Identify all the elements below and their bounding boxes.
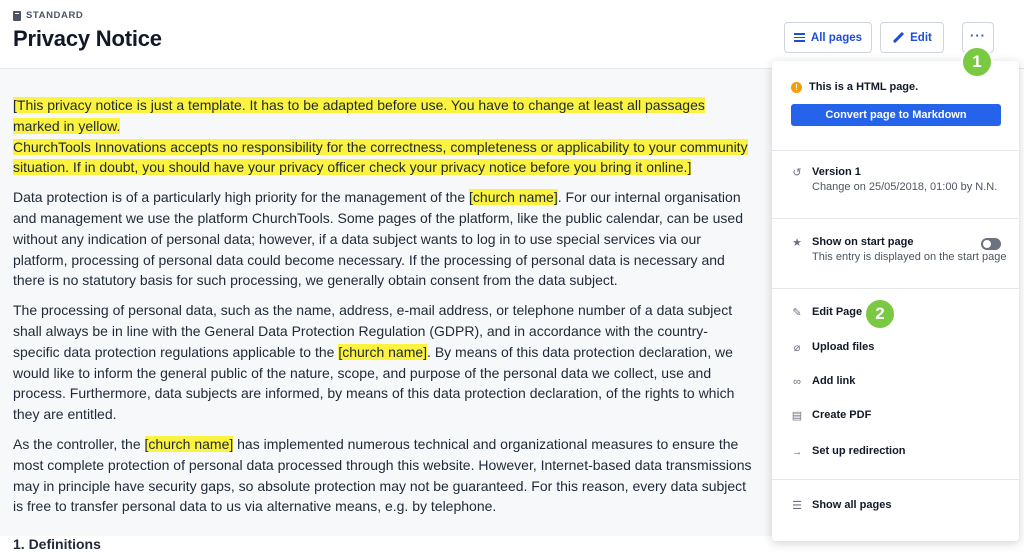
paragraph-3 — [13, 434, 753, 517]
show-on-start-page — [791, 236, 1006, 263]
church-name-placeholder: [church name] — [144, 435, 234, 452]
menu-divider — [772, 218, 1019, 219]
all-pages-label: All pages — [810, 31, 863, 44]
start-page-subtitle: This entry is displayed on the start page — [812, 251, 1007, 263]
category-label: STANDARD — [26, 10, 84, 21]
menu-item-set-up-redirection[interactable] — [791, 445, 906, 458]
pencil-icon: ✎ — [792, 307, 802, 319]
menu-item-label: Show all pages — [812, 499, 892, 511]
ellipsis-icon: ··· — [970, 28, 986, 43]
start-page-toggle[interactable] — [981, 238, 1001, 250]
notice-line-1: [This privacy notice is just a template. It has to be adapted before use. You have to change at least all passages marked in yellow. — [13, 97, 705, 134]
menu-item-add-link[interactable] — [791, 375, 855, 388]
page-options-menu — [772, 61, 1019, 541]
book-icon — [13, 11, 21, 21]
church-name-placeholder: [church name] — [469, 189, 558, 206]
link-icon: ∞ — [793, 376, 801, 388]
callout-badge-1: 1 — [961, 46, 993, 78]
menu-item-create-pdf[interactable] — [791, 409, 871, 422]
menu-item-upload-files[interactable] — [791, 341, 874, 354]
star-icon: ★ — [792, 237, 802, 249]
menu-item-label: Set up redirection — [812, 445, 906, 457]
p3-text-a: As the controller, the — [13, 435, 145, 452]
list-icon — [794, 33, 805, 42]
version-info — [791, 166, 997, 193]
definitions-heading: 1. Definitions — [13, 536, 101, 553]
pencil-icon — [892, 32, 904, 44]
html-notice-text: This is a HTML page. — [809, 81, 919, 93]
menu-item-label: Add link — [812, 375, 856, 387]
menu-item-show-all-pages[interactable] — [791, 499, 891, 512]
page-header — [0, 0, 1024, 68]
article-body — [13, 95, 753, 555]
paragraph-2 — [13, 300, 753, 425]
p2-text-a: The processing of personal data, such as the name, address, e-mail address, or telephone number of a data subject shall always be in line with the General Data Protection Regulation (GDPR), and in accordance with the country-specific data protection regulations applicable to the — [13, 302, 733, 360]
page-title: Privacy Notice — [13, 26, 162, 51]
version-subtitle: Change on 25/05/2018, 01:00 by N.N. — [812, 181, 998, 193]
page-content — [0, 69, 775, 553]
menu-divider — [772, 288, 1019, 289]
paragraph-1 — [13, 187, 753, 291]
p1-text-b: . For our internal organisation and management we use the platform ChurchTools. Some pages of the platform, like the public calendar, can be used without any indication of personal data; however, if a data subject wants to log in to use special services via our platform, processing of personal data could become necessary. If the processing of personal data is necessary and there is no statutory basis for such processing, we generally obtain consent from the data subject. — [13, 189, 743, 289]
p3-text-b: has implemented numerous technical and organizational measures to ensure the most complete protection of personal data processed through this website. However, Internet-based data transmissions may in principle have security gaps, so absolute protection may not be guaranteed. For this reason, every data subject is free to transfer personal data to us via alternative means, e.g. by telephone. — [13, 435, 752, 515]
list-icon: ☰ — [792, 500, 802, 512]
menu-item-label: Create PDF — [812, 409, 872, 421]
menu-divider — [772, 479, 1019, 480]
pdf-icon: ▤ — [791, 410, 803, 422]
menu-item-label: Upload files — [812, 341, 875, 353]
menu-divider — [772, 150, 1019, 151]
version-title: Version 1 — [812, 166, 861, 178]
p1-text-a: Data protection is of a particularly high priority for the management of the — [13, 189, 470, 206]
paperclip-icon: ⌀ — [793, 342, 801, 354]
all-pages-button[interactable] — [784, 22, 872, 53]
edit-label: Edit — [910, 31, 932, 44]
start-page-title: Show on start page — [812, 236, 914, 248]
history-icon: ↺ — [792, 167, 802, 179]
p2-text-b: . By means of this data protection declaration, we would like to inform the general public of the nature, scope, and purpose of the personal data we collect, use and process. Furthermore, data subjects are informed, by means of this data protection declaration, of the rights to which they are entitled. — [13, 343, 735, 423]
page-category — [13, 10, 83, 21]
callout-badge-2: 2 — [864, 298, 896, 330]
edit-button[interactable] — [880, 22, 944, 53]
church-name-placeholder: [church name] — [338, 343, 428, 360]
arrow-right-icon: → — [791, 446, 803, 458]
notice-line-2: ChurchTools Innovations accepts no responsibility for the correctness, completeness or applicability to your community situation. If in doubt, you should have your privacy officer check your privacy notice before you bring it online.] — [13, 138, 748, 176]
template-notice — [13, 95, 753, 178]
menu-item-label: Edit Page — [812, 306, 863, 318]
warning-icon: ! — [791, 82, 802, 93]
html-page-notice — [791, 81, 918, 93]
convert-to-markdown-button[interactable]: Convert page to Markdown — [791, 104, 1001, 126]
menu-item-edit-page[interactable] — [791, 306, 862, 319]
